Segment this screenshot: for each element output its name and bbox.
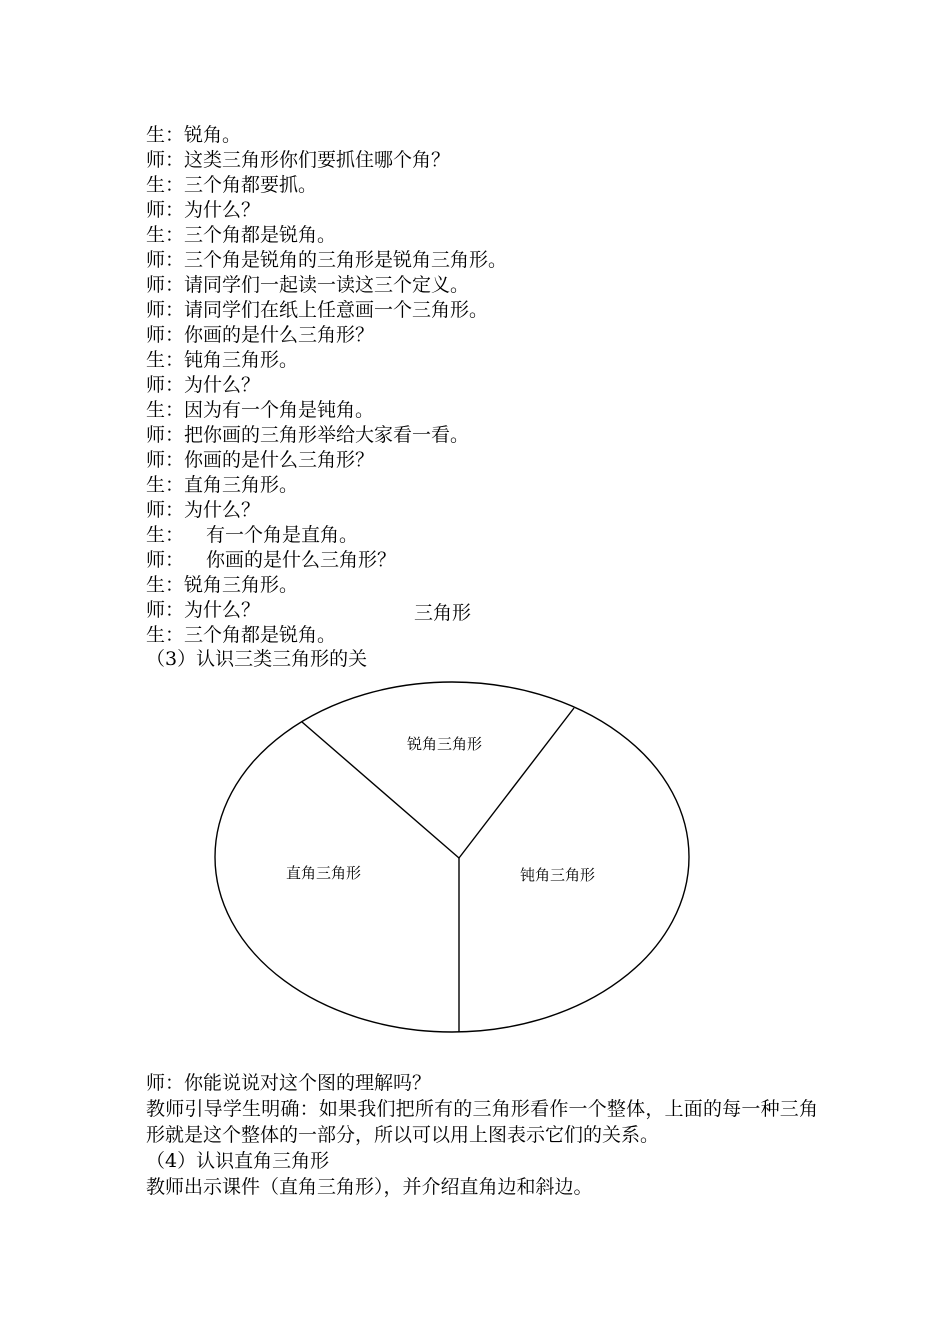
dialogue-line (146, 248, 826, 273)
speaker-label: 生： (146, 524, 185, 546)
utterance: 三个角都是锐角。 (184, 624, 337, 646)
dialogue-line (146, 498, 826, 523)
speaker-label: 生： (146, 174, 185, 196)
speaker-label: 师： (146, 274, 185, 296)
dialogue-line (146, 473, 826, 498)
dialogue-line (146, 273, 826, 298)
utterance: 请同学们在纸上任意画一个三角形。 (184, 299, 489, 321)
post-diagram-text (146, 1070, 826, 1200)
utterance: 为什么？ (184, 199, 261, 221)
utterance: 直角三角形。 (184, 474, 299, 496)
utterance: 三个角都要抓。 (184, 174, 318, 196)
utterance: 为什么？ (184, 599, 261, 621)
utterance: 为什么？ (184, 499, 261, 521)
speaker-label: 生： (146, 399, 185, 421)
utterance: 你画的是什么三角形？ (184, 449, 375, 471)
utterance: 把你画的三角形举给大家看一看。 (184, 424, 470, 446)
speaker-label: 师： (146, 199, 185, 221)
section-3-heading: （3）认识三类三角形的关 (146, 648, 368, 670)
dialogue-transcript (146, 123, 826, 648)
diagram-svg (210, 676, 696, 1038)
speaker-label: 生： (146, 624, 185, 646)
utterance: 为什么？ (184, 374, 261, 396)
speaker-label: 师： (146, 374, 185, 396)
region-label-obtuse: 钝角三角形 (520, 866, 596, 884)
dialogue-line (146, 373, 826, 398)
speaker-label: 生： (146, 224, 185, 246)
speaker-label: 师： (146, 424, 185, 446)
utterance: 锐角三角形。 (184, 574, 299, 596)
utterance: 三个角都是锐角。 (184, 224, 337, 246)
dialogue-line (146, 323, 826, 348)
dialogue-line (146, 173, 826, 198)
section-4-text: 教师出示课件（直角三角形），并介绍直角边和斜边。 (146, 1176, 593, 1198)
explanation-paragraph: 教师引导学生明确：如果我们把所有的三角形看作一个整体，上面的每一种三角形就是这个整体的一部分，所以可以用上图表示它们的关系。 (146, 1098, 818, 1146)
speaker-label: 生： (146, 349, 185, 371)
divider-upper-right (459, 708, 574, 858)
utterance: 三个角是锐角的三角形是锐角三角形。 (184, 249, 508, 271)
utterance: 请同学们一起读一读这三个定义。 (184, 274, 470, 296)
dialogue-line (146, 448, 826, 473)
utterance: 钝角三角形。 (184, 349, 299, 371)
dialogue-line (146, 198, 826, 223)
section-4-heading: （4）认识直角三角形 (146, 1150, 330, 1172)
teacher-question: 师：你能说说对这个图的理解吗？ (146, 1072, 432, 1094)
speaker-label: 师： (146, 149, 185, 171)
speaker-label: 师： (146, 499, 185, 521)
dialogue-line (146, 548, 826, 573)
region-label-acute: 锐角三角形 (407, 735, 483, 753)
speaker-label: 师： (146, 299, 185, 321)
speaker-label: 师： (146, 324, 185, 346)
dialogue-line (146, 623, 826, 648)
triangle-classification-diagram (210, 676, 696, 1038)
dialogue-line (146, 573, 826, 598)
speaker-label: 师： (146, 249, 185, 271)
dialogue-line (146, 423, 826, 448)
dialogue-line (146, 123, 826, 148)
utterance: 有一个角是直角。 (206, 524, 359, 546)
speaker-label: 生： (146, 574, 185, 596)
utterance: 这类三角形你们要抓住哪个角？ (184, 149, 451, 171)
speaker-label: 师： (146, 449, 185, 471)
dialogue-line (146, 523, 826, 548)
dialogue-line (146, 223, 826, 248)
speaker-label: 师： (146, 549, 185, 571)
dialogue-line (146, 148, 826, 173)
dialogue-line (146, 348, 826, 373)
speaker-label: 生： (146, 124, 185, 146)
region-label-right: 直角三角形 (286, 864, 362, 882)
dialogue-line (146, 598, 826, 623)
utterance: 锐角。 (184, 124, 242, 146)
speaker-label: 师： (146, 599, 185, 621)
speaker-label: 生： (146, 474, 185, 496)
diagram-title-label: 三角形 (414, 602, 472, 624)
utterance: 你画的是什么三角形？ (184, 324, 375, 346)
dialogue-line (146, 398, 826, 423)
dialogue-line (146, 298, 826, 323)
utterance: 你画的是什么三角形？ (206, 549, 397, 571)
utterance: 因为有一个角是钝角。 (184, 399, 375, 421)
